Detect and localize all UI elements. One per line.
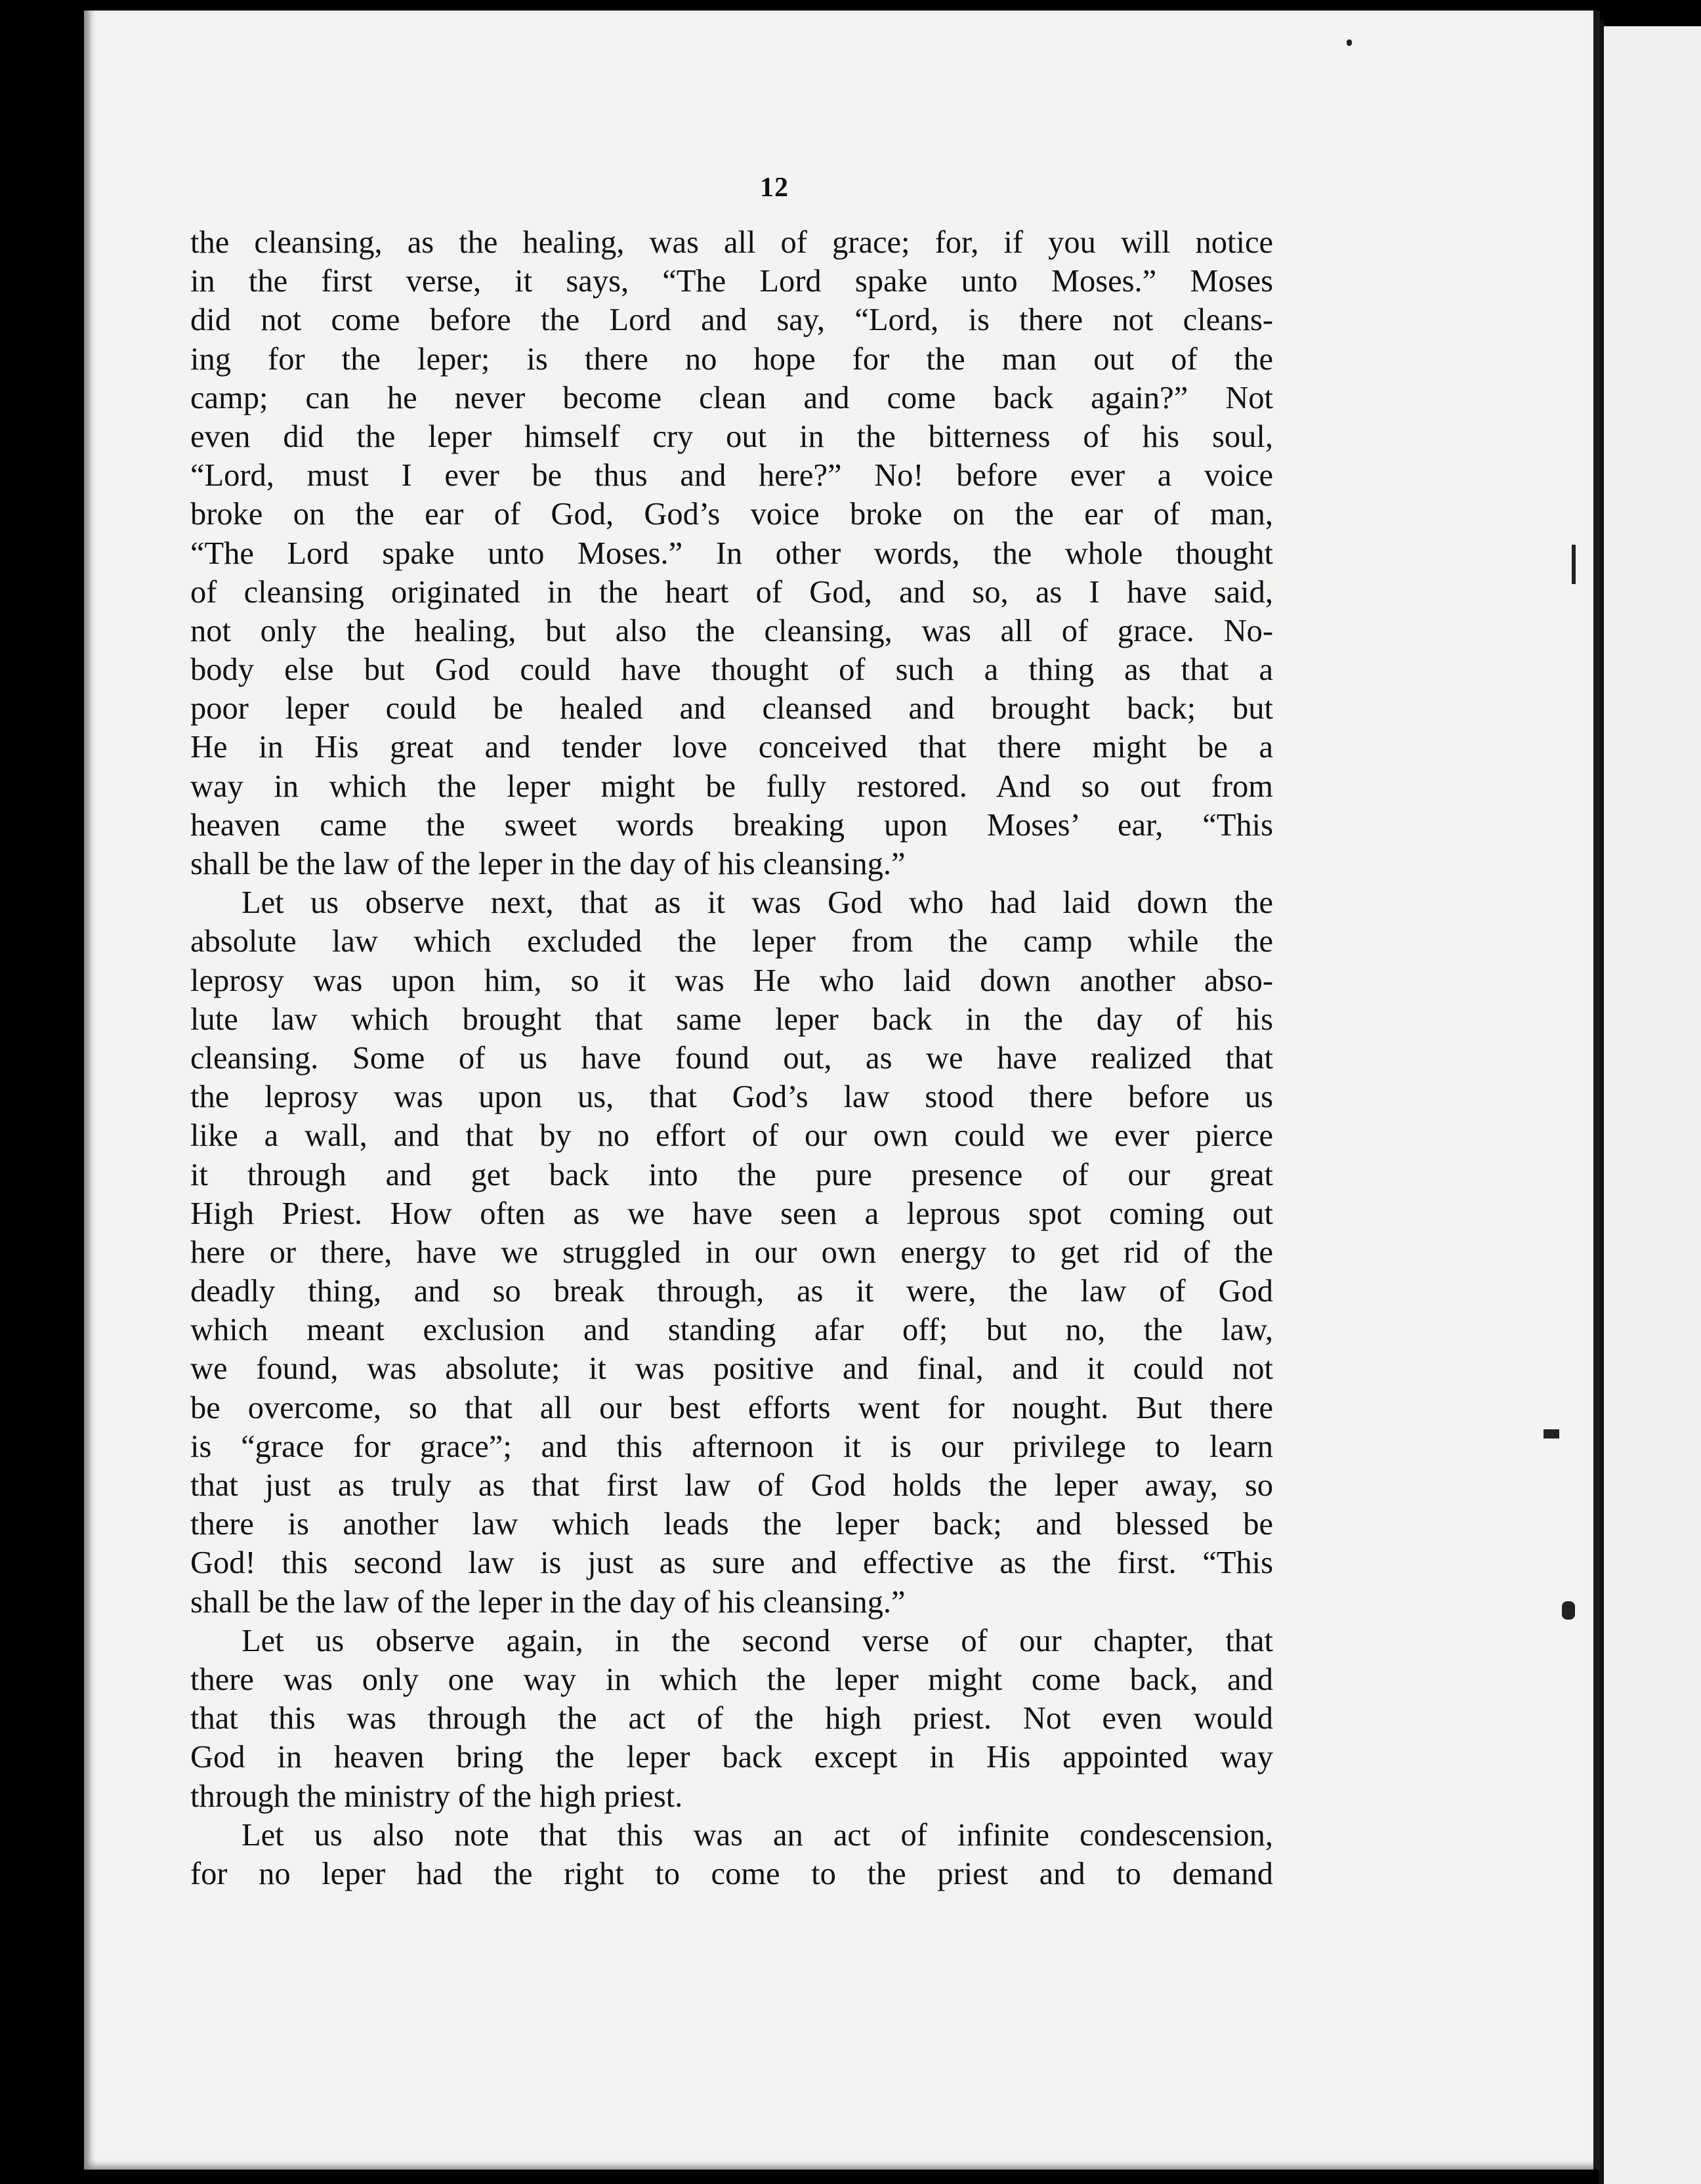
text-line: lute law which brought that same leper back in the day of his: [190, 1001, 1273, 1037]
text-line: shall be the law of the leper in the day of his cleansing.”: [190, 1584, 906, 1620]
text-line: Let us observe next, that as it was God who had laid down the: [242, 885, 1273, 921]
text-line: cleansing. Some of us have found out, as we have realized that: [190, 1040, 1273, 1076]
text-line: the leprosy was upon us, that God’s law stood there before us: [190, 1080, 1273, 1115]
text-line: in the first verse, it says, “The Lord spake unto Moses.” Moses: [190, 264, 1273, 299]
text-line: it through and get back into the pure presence of our great: [190, 1157, 1273, 1192]
text-line: that just as truly as that first law of God holds the leper away, so: [190, 1468, 1273, 1503]
text-line: that this was through the act of the high priest. Not even would: [190, 1701, 1273, 1736]
text-line: the cleansing, as the healing, was all of grace; for, if you will notice: [190, 225, 1273, 260]
page-number: 12: [760, 173, 789, 203]
facing-page-edge: [1601, 26, 1701, 2184]
text-line: Let us observe again, in the second verse of our chapter, that: [242, 1623, 1273, 1658]
text-line: deadly thing, and so break through, as it were, the law of God: [190, 1274, 1273, 1309]
text-line: there is another law which leads the leper back; and blessed be: [190, 1507, 1273, 1542]
text-line: He in His great and tender love conceived that there might be a: [190, 730, 1273, 765]
scan-mark: [1562, 1601, 1575, 1620]
text-line: God! this second law is just as sure and effective as the first. “This: [190, 1545, 1273, 1581]
text-line: there was only one way in which the leper might come back, and: [190, 1662, 1273, 1697]
text-line: High Priest. How often as we have seen a leprous spot coming out: [190, 1196, 1273, 1231]
text-line: not only the healing, but also the cleansing, was all of grace. No-: [190, 613, 1273, 648]
text-line: like a wall, and that by no effort of our own could we ever pierce: [190, 1118, 1273, 1154]
text-line: ing for the leper; is there no hope for the man out of the: [190, 341, 1273, 377]
text-line: even did the leper himself cry out in the bitterness of his soul,: [190, 419, 1273, 454]
text-line: which meant exclusion and standing afar off; but no, the law,: [190, 1312, 1273, 1348]
text-line: “Lord, must I ever be thus and here?” No! before ever a voice: [190, 458, 1273, 494]
body-text: [190, 223, 1273, 1893]
text-line: camp; can he never become clean and come back again?” Not: [190, 380, 1273, 415]
text-line: of cleansing originated in the heart of God, and so, as I have said,: [190, 574, 1273, 610]
text-line: God in heaven bring the leper back except in His appointed way: [190, 1740, 1273, 1775]
text-line: broke on the ear of God, God’s voice broke on the ear of man,: [190, 497, 1273, 532]
text-line: heaven came the sweet words breaking upon Moses’ ear, “This: [190, 807, 1273, 843]
text-line: shall be the law of the leper in the day of his cleansing.”: [190, 847, 906, 881]
text-line: for no leper had the right to come to the priest and to demand: [190, 1856, 1273, 1891]
text-line: body else but God could have thought of such a thing as that a: [190, 652, 1273, 688]
text-line: absolute law which excluded the leper from the camp while the: [190, 924, 1273, 959]
text-line: Let us also note that this was an act of infinite condescension,: [242, 1817, 1273, 1853]
text-line: did not come before the Lord and say, “Lord, is there not cleans-: [190, 303, 1273, 338]
text-line: poor leper could be healed and cleansed and brought back; but: [190, 691, 1273, 726]
text-line: leprosy was upon him, so it was He who laid down another abso-: [190, 963, 1273, 998]
text-line: be overcome, so that all our best efforts went for nought. But there: [190, 1390, 1273, 1425]
scan-mark: [1572, 545, 1576, 584]
text-line: through the ministry of the high priest.: [190, 1778, 683, 1814]
text-line: “The Lord spake unto Moses.” In other words, the whole thought: [190, 536, 1273, 571]
scan-mark: [1347, 39, 1352, 46]
text-line: here or there, have we struggled in our own energy to get rid of the: [190, 1234, 1273, 1270]
text-line: way in which the leper might be fully restored. And so out from: [190, 768, 1273, 804]
scan-mark: [1544, 1429, 1559, 1438]
text-line: is “grace for grace”; and this afternoon it is our privilege to learn: [190, 1429, 1273, 1464]
text-line: we found, was absolute; it was positive and final, and it could not: [190, 1351, 1273, 1387]
